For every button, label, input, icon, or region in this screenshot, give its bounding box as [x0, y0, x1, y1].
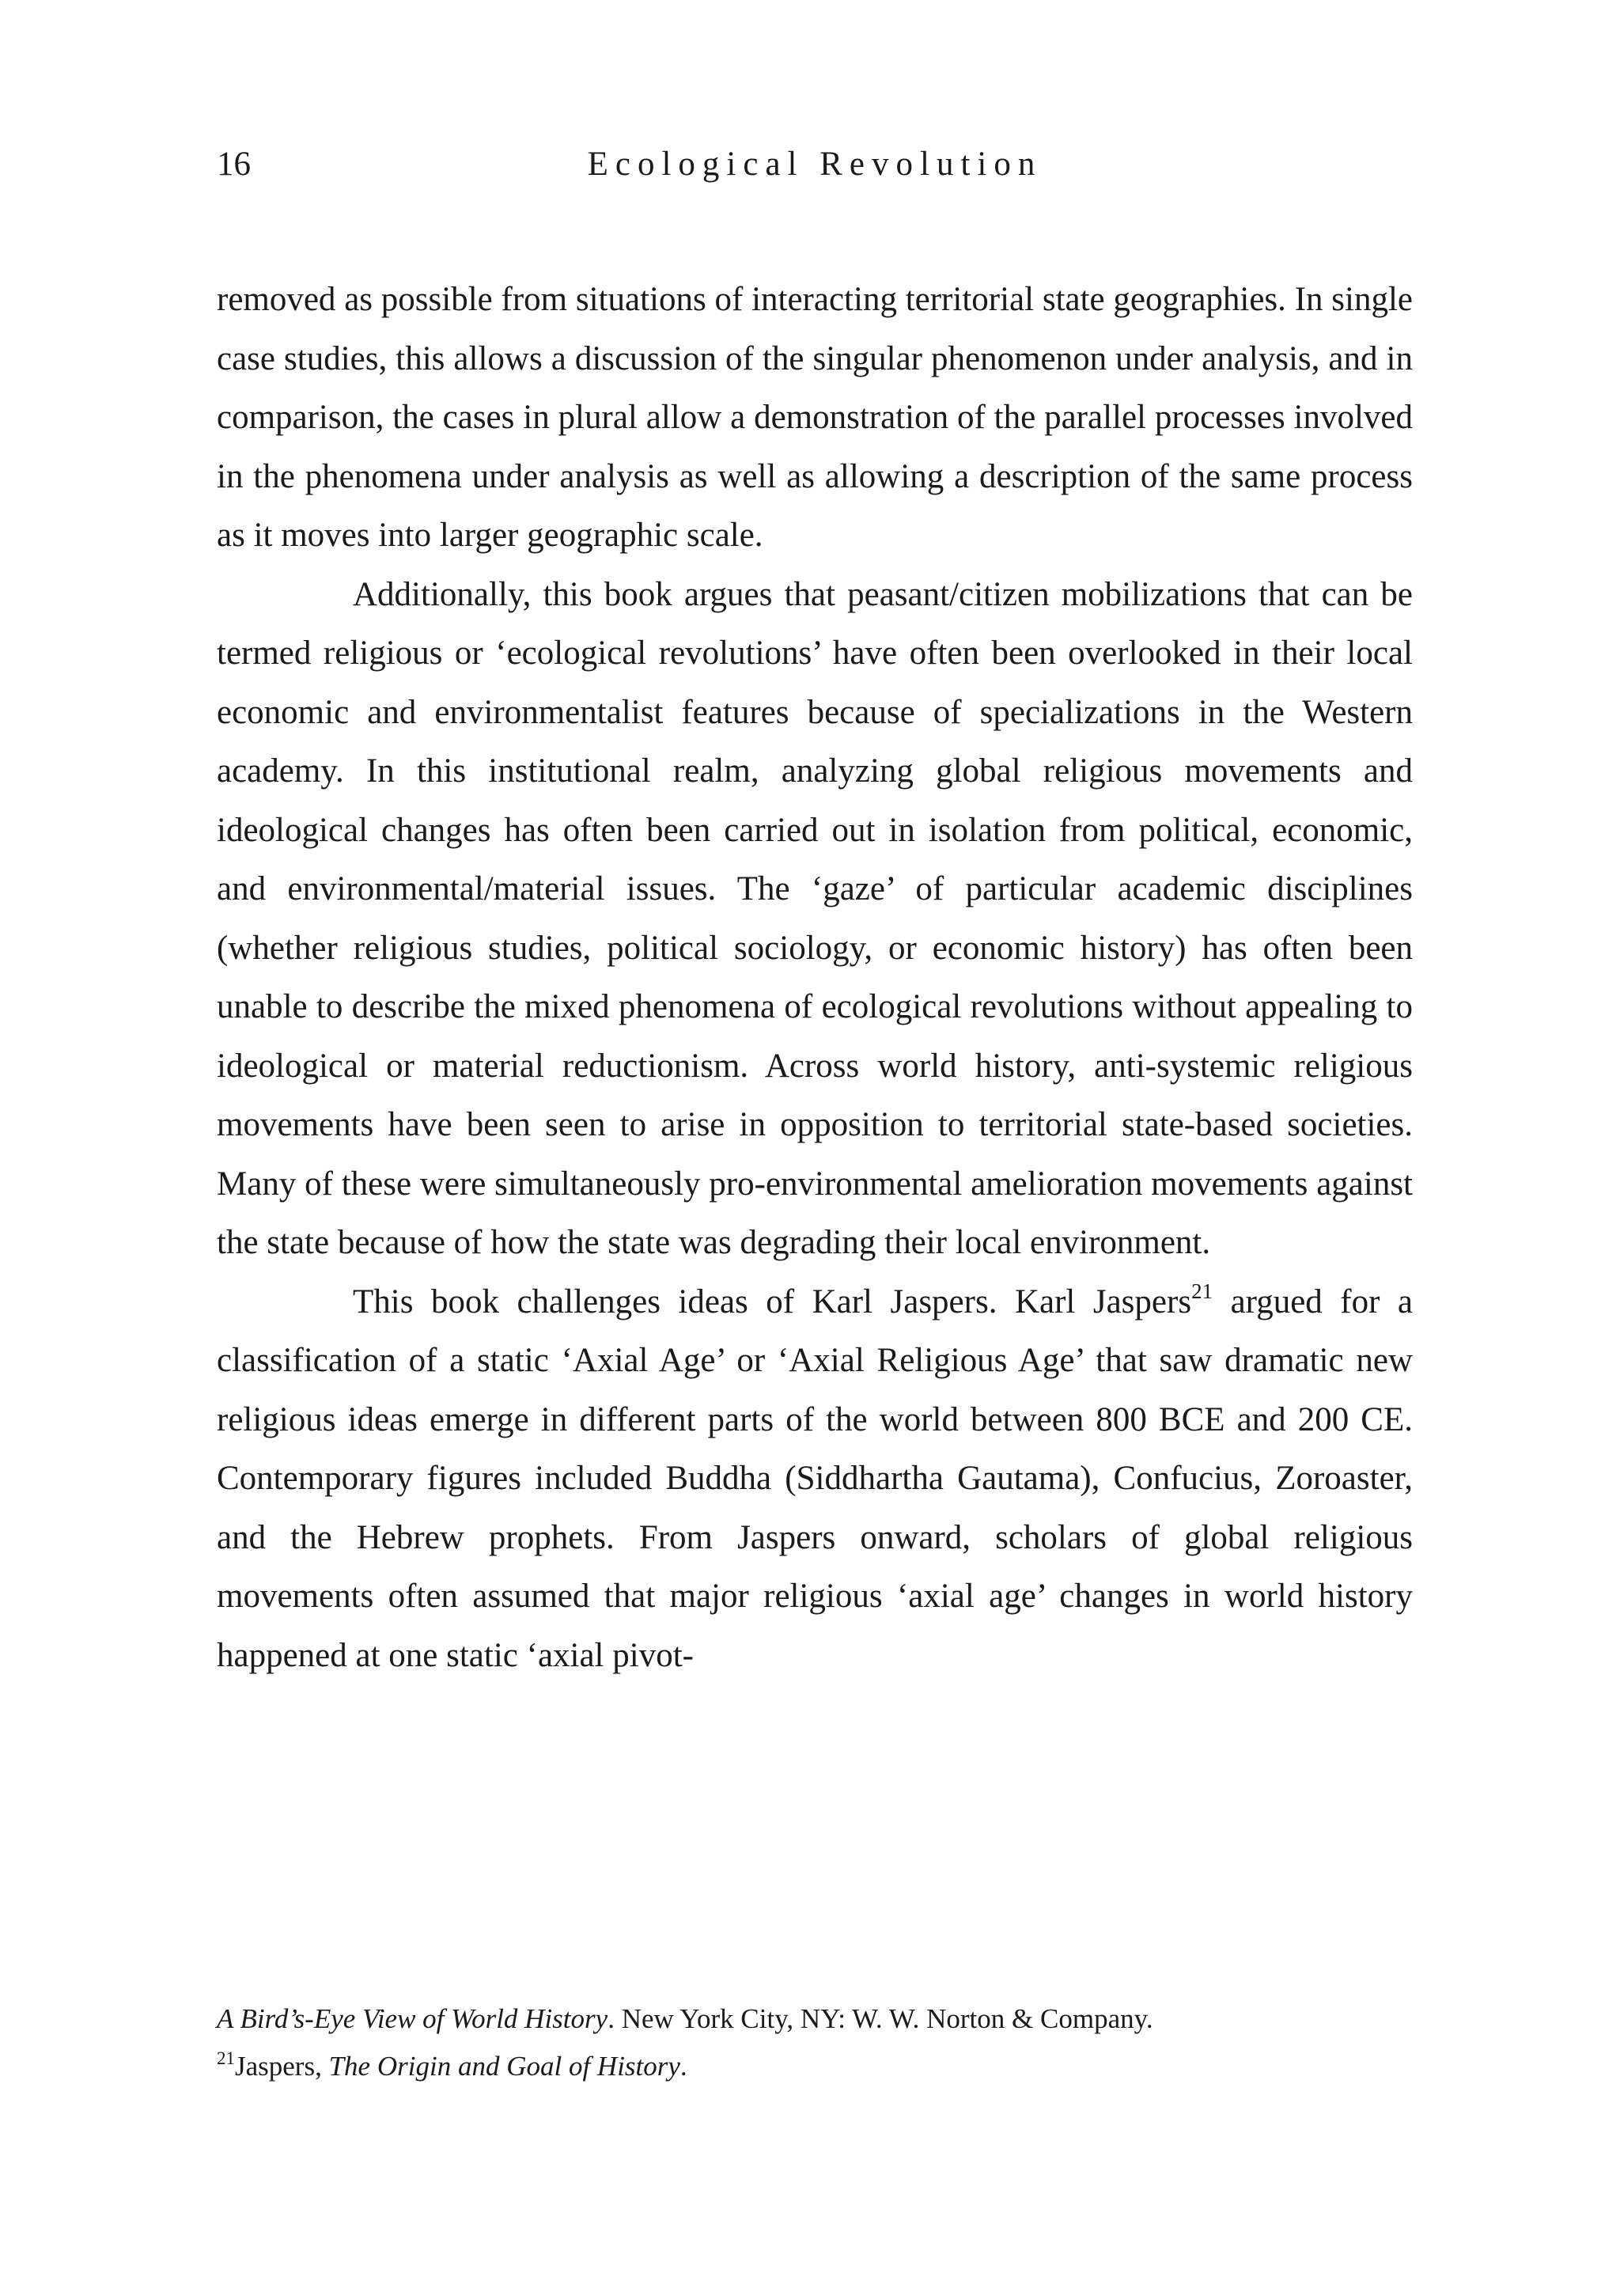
- footnote-continued-title: A Bird’s-Eye View of World History: [217, 2003, 608, 2034]
- footnote-continued-rest: . New York City, NY: W. W. Norton & Company.: [608, 2003, 1153, 2034]
- paragraph-2: Additionally, this book argues that peasant/citizen mobilizations that can be termed religious or ‘ecological revolutions’ have often been overlooked in their local economic and environmentalist features because of specializations in the Western academy. In this institutional realm, analyzing global religious movements and ideological changes has often been carried out in isolation from political, economic, and environmental/material issues. The ‘gaze’ of particular academic disciplines (whether religious studies, political sociology, or economic history) has often been unable to describe the mixed phenomena of ecological revolutions without appealing to ideological or material reductionism. Across world history, anti-systemic religious movements have been seen to arise in opposition to territorial state-based societies. Many of these were simultaneously pro-environmental amelioration movements against the state because of how the state was degrading their local environment.: [217, 575, 1413, 1261]
- paragraph-3-rest: argued for a classification of a static ‘Axial Age’ or ‘Axial Religious Age’ that saw dramatic new religious ideas emerge in different parts of the world between 800 BCE and 200 CE. Contemporary figures included Buddha (Siddhartha Gautama), Confucius, Zoroaster, and the Hebrew prophets. From Jaspers onward, scholars of global religious movements often assumed that major religious ‘axial age’ changes in world history happened at one static ‘axial pivot-: [217, 1283, 1414, 1674]
- footnote-reference-21[interactable]: 21: [1191, 1279, 1213, 1303]
- footnote-21-end: .: [679, 2051, 687, 2082]
- footnote-21-author: Jaspers,: [235, 2051, 329, 2082]
- paragraph-3-start: This book challenges ideas of Karl Jaspers. Karl Jaspers: [353, 1283, 1192, 1320]
- running-head: [217, 141, 1413, 188]
- paragraph-3: [217, 1273, 1413, 1686]
- footnotes: [217, 1995, 1413, 2090]
- footnote-21: [217, 2043, 1413, 2090]
- running-title: Ecological Revolution: [587, 146, 1043, 183]
- page-number: 16: [217, 146, 251, 183]
- footnote-21-title: The Origin and Goal of History: [328, 2051, 680, 2082]
- footnote-21-number: 21: [217, 2048, 235, 2068]
- paragraph-1: removed as possible from situations of interacting territorial state geographies. In single case studies, this allows a discussion of the singular phenomenon under analysis, and in comparison, the cases in plural allow a demonstration of the parallel processes involved in the phenomena under analysis as well as allowing a description of the same process as it moves into larger geographic scale.: [217, 281, 1413, 554]
- body-text: [217, 271, 1413, 1685]
- footnote-continued: [217, 1995, 1413, 2043]
